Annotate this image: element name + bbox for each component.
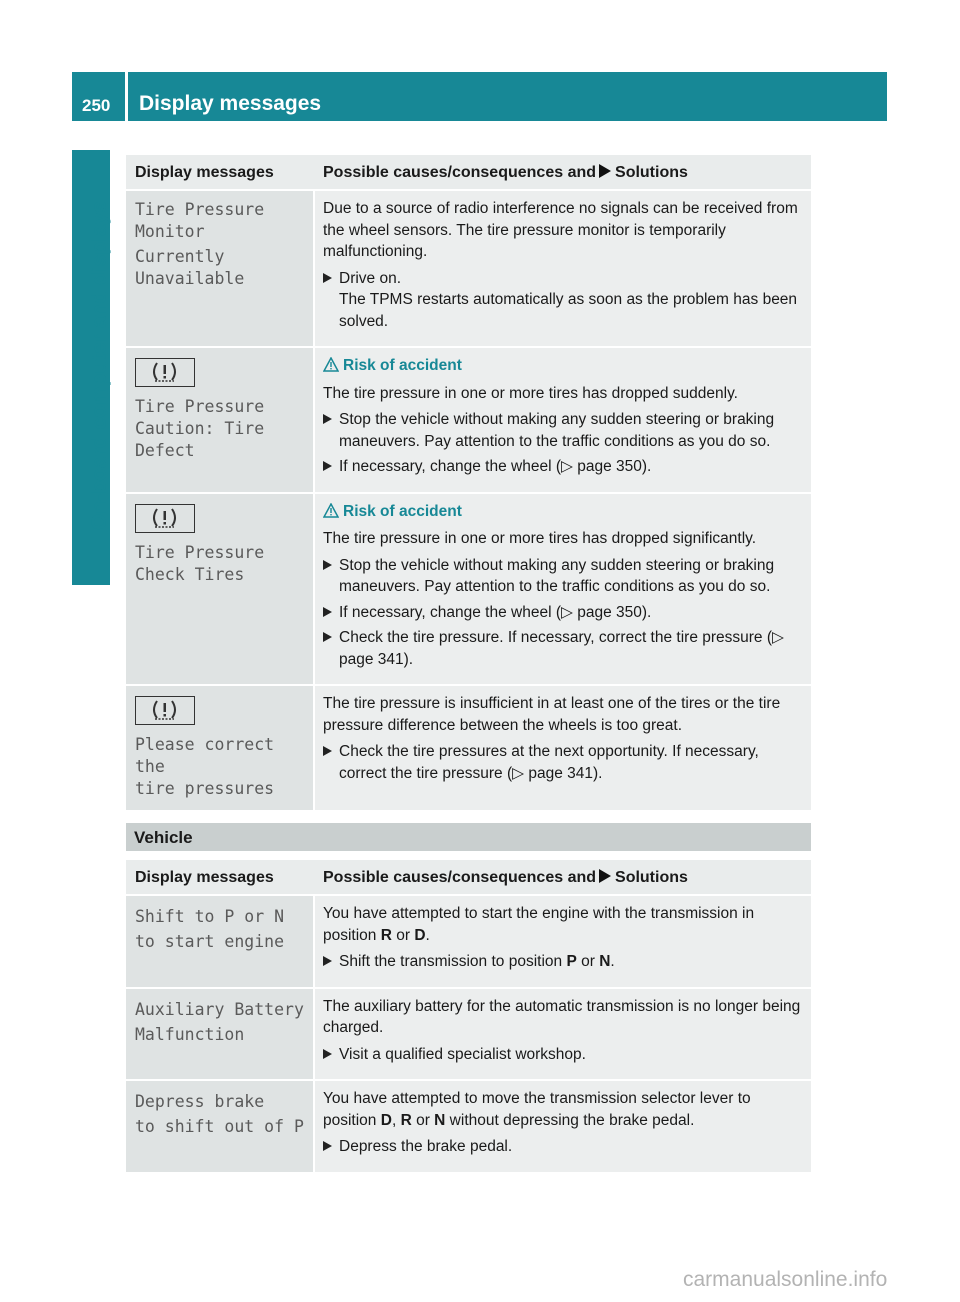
message-cell: Auxiliary Battery Malfunction	[126, 988, 314, 1081]
tpms-warning-icon	[135, 504, 195, 533]
solution-cell	[314, 1080, 811, 1173]
cause-text: The tire pressure is insufficient in at least one of the tires or the tire pressure difference between the wheels is too great.	[323, 695, 781, 734]
risk-warning: Risk of accident	[323, 501, 805, 523]
solution-step: Visit a qualified specialist workshop.	[323, 1044, 805, 1066]
step-arrow-icon	[323, 560, 332, 570]
solutions-arrow-icon	[599, 164, 611, 178]
solution-cell	[314, 493, 811, 686]
table-row	[126, 988, 811, 1081]
cause-text: Due to a source of radio interference no signals can be received from the wheel sensors. The tire pressure monitor is temporarily malfunctioning.	[323, 200, 798, 260]
table-row	[126, 1080, 811, 1173]
solution-step: Stop the vehicle without making any sudden steering or braking maneuvers. Pay attention to the traffic conditions as you do so.	[323, 555, 805, 598]
step-arrow-icon	[323, 607, 332, 617]
vehicle-table	[126, 860, 811, 1174]
step-arrow-icon	[323, 273, 332, 283]
page-header	[72, 72, 887, 121]
cause-text: The tire pressure in one or more tires has dropped significantly.	[323, 530, 757, 547]
table-row	[126, 347, 811, 493]
header-divider	[125, 72, 128, 121]
tpms-warning-icon	[135, 696, 195, 725]
warning-triangle-icon	[323, 357, 339, 372]
solution-step: Shift the transmission to position P or N.	[323, 951, 805, 973]
message-cell: Depress brake to shift out of P	[126, 1080, 314, 1173]
message-cell: Tire Pressure Check Tires	[126, 493, 314, 686]
table-row	[126, 190, 811, 347]
solution-cell	[314, 988, 811, 1081]
tire-pressure-table	[126, 155, 811, 812]
step-arrow-icon	[323, 746, 332, 756]
sidebar-label: On-board computer and displays	[88, 200, 111, 530]
header-causes-solutions: Possible causes/consequences and Solutions	[314, 155, 811, 190]
table-row	[126, 493, 811, 686]
header-display-messages: Display messages	[126, 155, 314, 190]
table-row	[126, 895, 811, 988]
cause-text: You have attempted to start the engine with the transmission in position R or D.	[323, 905, 755, 944]
table-header-row	[126, 860, 811, 895]
section-title: Vehicle	[134, 828, 193, 847]
message-cell: Tire Pressure Monitor Currently Unavailable	[126, 190, 314, 347]
solution-cell	[314, 685, 811, 811]
cause-text: You have attempted to move the transmission selector lever to position D, R or N without depressing the brake pedal.	[323, 1090, 751, 1129]
step-arrow-icon	[323, 1049, 332, 1059]
step-arrow-icon	[323, 1141, 332, 1151]
cause-text: The tire pressure in one or more tires has dropped suddenly.	[323, 384, 738, 402]
solution-step: If necessary, change the wheel (▷ page 350).	[323, 602, 805, 624]
message-cell: Tire Pressure Caution: Tire Defect	[126, 347, 314, 493]
solution-step: Stop the vehicle without making any sudden steering or braking maneuvers. Pay attention to the traffic conditions as you do so.	[323, 409, 805, 452]
message-cell: Shift to P or N to start engine	[126, 895, 314, 988]
solution-step: Check the tire pressures at the next opportunity. If necessary, correct the tire pressure (▷ page 341).	[323, 741, 805, 784]
solution-step: Depress the brake pedal.	[323, 1136, 805, 1158]
message-cell: Please correct the tire pressures	[126, 685, 314, 811]
table-row	[126, 685, 811, 811]
section-vehicle	[126, 823, 811, 851]
header-display-messages: Display messages	[126, 860, 314, 895]
step-arrow-icon	[323, 461, 332, 471]
solutions-arrow-icon	[599, 869, 611, 883]
risk-warning: Risk of accident	[323, 355, 805, 377]
table-header-row	[126, 155, 811, 190]
solution-step: If necessary, change the wheel (▷ page 350).	[323, 456, 805, 478]
warning-triangle-icon	[323, 503, 339, 518]
header-causes-solutions: Possible causes/consequences and Solutions	[314, 860, 811, 895]
page-number: 250	[82, 96, 111, 115]
tpms-warning-icon	[135, 358, 195, 387]
solution-cell	[314, 347, 811, 493]
solution-step: Check the tire pressure. If necessary, correct the tire pressure (▷ page 341).	[323, 627, 805, 670]
step-arrow-icon	[323, 956, 332, 966]
watermark: carmanualsonline.info	[683, 1268, 888, 1291]
step-arrow-icon	[323, 632, 332, 642]
solution-cell	[314, 895, 811, 988]
cause-text: The auxiliary battery for the automatic transmission is no longer being charged.	[323, 997, 801, 1036]
page-title: Display messages	[139, 92, 322, 115]
step-arrow-icon	[323, 414, 332, 424]
solution-cell	[314, 190, 811, 347]
solution-step: Drive on. The TPMS restarts automatically as soon as the problem has been solved.	[323, 268, 805, 333]
